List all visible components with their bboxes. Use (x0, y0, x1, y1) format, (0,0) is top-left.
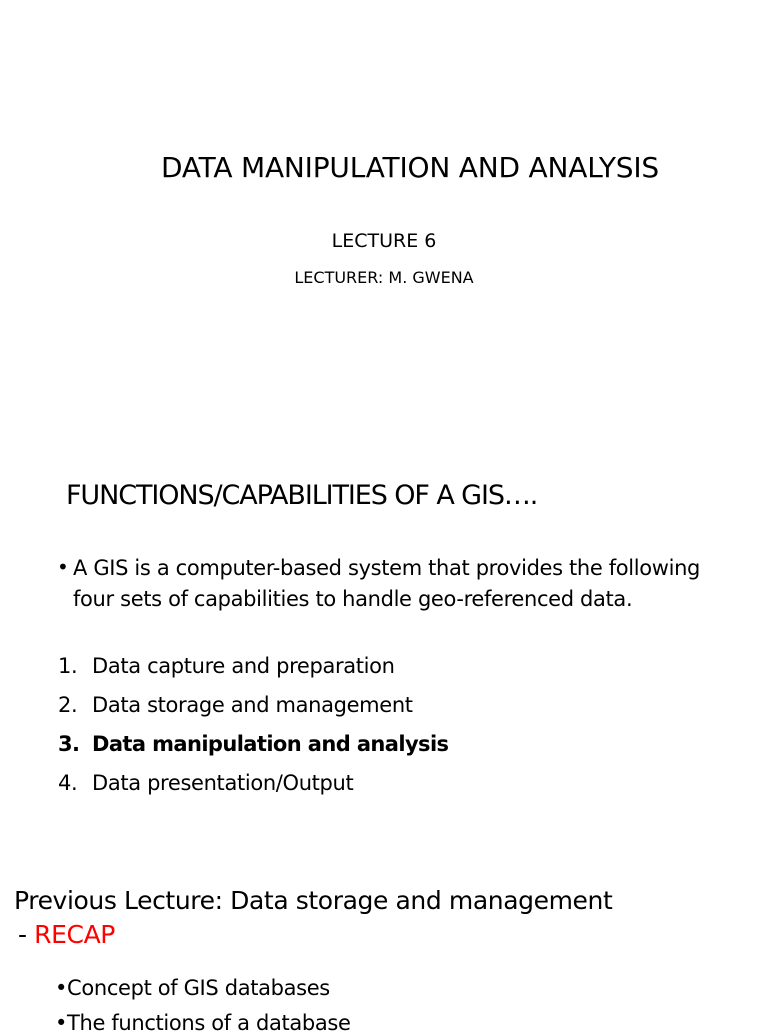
list-item (58, 654, 395, 678)
subtitle-prefix: - (18, 920, 35, 949)
recap-slide (0, 860, 768, 1035)
bullet-icon: • (55, 976, 68, 1000)
item-text: Data manipulation and analysis (92, 732, 449, 756)
title-slide (0, 0, 768, 430)
bullet-icon: • (57, 555, 69, 579)
list-item (55, 1011, 351, 1035)
item-text: Concept of GIS databases (67, 976, 330, 1000)
slide-title: FUNCTIONS/CAPABILITIES OF A GIS…. (66, 480, 538, 511)
recap-subtitle (18, 920, 115, 949)
item-text: The functions of a database (67, 1011, 351, 1035)
item-text: Data presentation/Output (92, 771, 354, 795)
bullet-icon: • (55, 1011, 68, 1035)
slide-title: Previous Lecture: Data storage and management (14, 886, 613, 915)
item-number: 2. (58, 693, 78, 717)
list-item (55, 976, 330, 1000)
functions-slide (0, 430, 768, 860)
intro-paragraph: A GIS is a computer-based system that provides the following four sets of capabilities to handle geo-referenced data. (73, 556, 701, 611)
item-number: 1. (58, 654, 78, 678)
item-text: Data storage and management (92, 693, 413, 717)
lecturer-name: LECTURER: M. GWENA (294, 268, 474, 287)
list-item-highlighted (58, 732, 448, 756)
list-item (58, 771, 353, 795)
lecture-number: LECTURE 6 (331, 230, 437, 252)
item-text: Data capture and preparation (92, 654, 395, 678)
item-number: 3. (58, 732, 80, 756)
list-item (58, 693, 413, 717)
item-number: 4. (58, 771, 78, 795)
slide-title: DATA MANIPULATION AND ANALYSIS (160, 151, 659, 184)
recap-label: RECAP (34, 920, 115, 949)
